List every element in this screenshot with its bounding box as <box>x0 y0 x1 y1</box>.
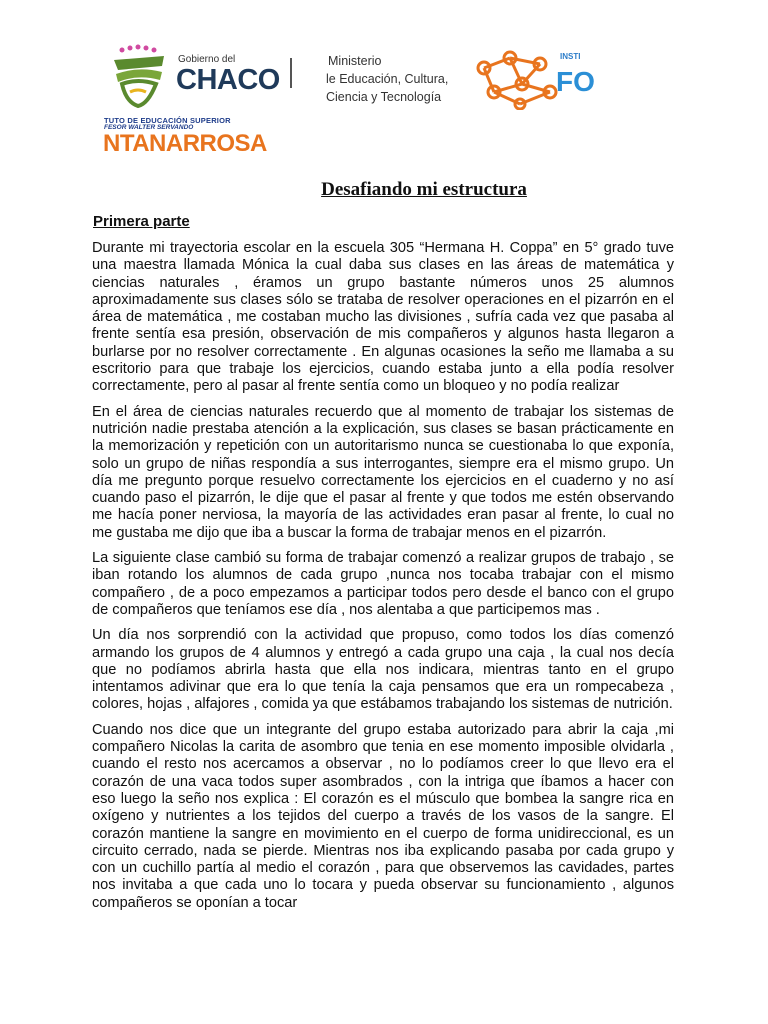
paragraph: Un día nos sorprendió con la actividad que propuso, como todos los días comenzó armando los grupos de 4 alumnos y entregó a cada grupo una caja , la cual nos decía que no podíamos abrirla hasta que ella nos indicara, mientras tanto en el grupo intentamos adivinar que era lo que tenía la caja pensamos que era un rompecabeza , colores, hojas , alfajores , comida ya que estábamos trabajando los sistemas de nutrición. <box>92 627 674 713</box>
ministry-line-1: Ministerio <box>328 54 382 68</box>
document-body <box>92 240 674 920</box>
document-title: Desafiando mi estructura <box>321 179 527 200</box>
institute-fo-label: FO <box>556 66 595 97</box>
header-divider <box>290 58 292 88</box>
ministry-line-2: le Educación, Cultura, <box>326 72 449 86</box>
chaco-small-label: Gobierno del <box>178 54 236 65</box>
institute-network-logo <box>470 48 565 110</box>
section-title: Primera parte <box>93 213 190 230</box>
institute-name: NTANARROSA <box>103 130 267 157</box>
document-header <box>0 0 768 170</box>
institute-small-label: INSTI <box>560 52 581 61</box>
institute-subtitle: TUTO DE EDUCACIÓN SUPERIOR <box>104 116 231 125</box>
paragraph: La siguiente clase cambió su forma de trabajar comenzó a realizar grupos de trabajo , se iban rotando los alumnos de cada grupo ,nunca nos tocaba trabajar con el mismo compañero , de a poco empezamos a participar todos pero desde el banco con el grupo de compañeros que teníamos ese día , nos alentaba a que participemos mas . <box>92 550 674 618</box>
paragraph: Cuando nos dice que un integrante del grupo estaba autorizado para abrir la caja ,mi compañero Nicolas la carita de asombro que tenia en ese momento imposible olvidarla , cuando el resto nos acercamos a observar , no lo podíamos creer lo que llevo era el corazón de una vaca todos super asombrados , con la intriga que íbamos a hacer con eso luego la seño nos explica : El corazón es el músculo que bombea la sangre rica en oxígeno y nutrientes a los tejidos del cuerpo a través de los vasos de la sangre. El corazón mantiene la sangre en movimiento en el cuerpo de forma unidireccional, es un circuito cerrado, nada se pierde. Mientras nos iba explicando pasaba por cada grupo y con un cuchillo partía al medio el corazón , para que observemos las cavidades, partes nos invitaba a que cada uno lo tocara y pueda observar su funcionamiento , algunos compañeros se oponían a tocar <box>92 721 674 911</box>
chaco-title: CHACO <box>176 64 280 96</box>
paragraph: En el área de ciencias naturales recuerdo que al momento de trabajar los sistemas de nutrición nadie prestaba atención a la explicación, sus clases se basan prácticamente en la memorización y repetición con un autoritarismo nunca se cuestionaba lo que exponía, solo un grupo de niñas respondía a sus interrogantes, siempre era el mismo grupo. Un día me pregunto porque resuelvo correctamente los ejercicios en el cuaderno y no así cuando paso el pizarrón, le dije que el pasar al frente y que todos me estén observando me hacía poner nerviosa, la mayoría de las actividades eran pasar al frente, lo cual no me gustaba me dijo que iba a buscar la forma de trabajar menos en el pizarrón. <box>92 403 674 541</box>
paragraph: Durante mi trayectoria escolar en la escuela 305 “Hermana H. Coppa” en 5° grado tuve una maestra llamada Mónica la cual daba sus clases en las áreas de matemática y ciencias naturales , éramos un grupo bastante números unos 25 alumnos aproximadamente sus clases sólo se trataba de resolver operaciones en el pizarrón en el área de matemática , me costaban mucho las divisiones , sufría cada vez que pasaba al frente sentía esa presión, observación de mis compañeros y algunos hasta llegaron a burlarse por no resolver correctamente . En algunas ocasiones la seño me llamaba a su escritorio para que trabaje los ejercicios, cuando estaba junto a ella podía resolver correctamente, pero al pasar al frente sentía como un bloqueo y no podía realizar <box>92 240 674 395</box>
institute-professor-name: FESOR WALTER SERVANDO <box>104 124 194 131</box>
ministry-line-3: Ciencia y Tecnología <box>326 90 442 104</box>
chaco-government-logo <box>108 44 170 108</box>
